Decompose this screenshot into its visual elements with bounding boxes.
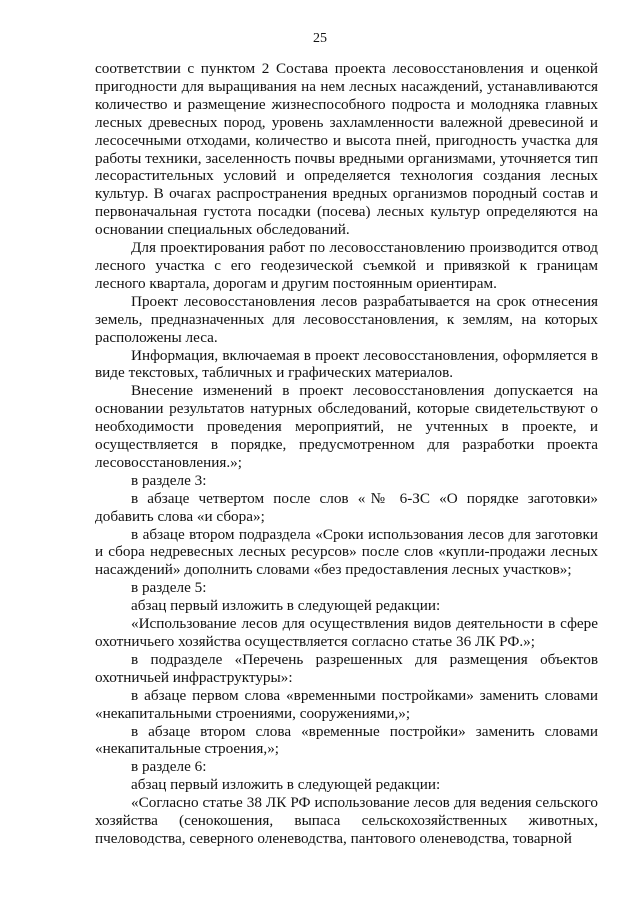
paragraph-section-5-heading: в разделе 5: [131,579,207,597]
paragraph-section-5-item-2: в абзаце первом слова «временными постройками» заменить словами «некапитальными строениями, сооружениями,»; [95,686,598,722]
paragraph-section-5-item-1: абзац первый изложить в следующей редакции: [131,597,441,615]
paragraph-land-allotment: Для проектирования работ по лесовосстановлению производится отвод лесного участка с его геодезической съемкой и привязкой к границам лесного квартала, дорогам и другим постоянным ориентирам. [95,239,598,292]
paragraph-project-changes: Внесение изменений в проект лесовосстановления допускается на основании результатов натурных обследований, которые свидетельствуют о необходимости проведения мероприятий, не учтенных в проекте, и осуществляется в порядке, предусмотренном для разработки проекта лесовосстановления.»; [95,382,598,471]
paragraph-section-3-item-2: в абзаце втором подраздела «Сроки использования лесов для заготовки и сбора недревесных лесных ресурсов» после слов «купли-продажи лесных насаждений» дополнить словами «без предоставления лесных участков»; [95,525,598,579]
paragraph-section-6-item-1: абзац первый изложить в следующей редакции: [131,776,441,794]
paragraph-section-5-item-3: в абзаце втором слова «временные постройки» заменить словами «некапитальные строения,»; [95,722,598,758]
paragraph-section-6-quote: «Согласно статье 38 ЛК РФ использование лесов для ведения сельского хозяйства (сенокошения, выпаса сельскохозяйственных животных, пчеловодства, северного оленеводства, пантового оленеводства, товарной [95,794,598,847]
paragraph-continuation: соответствии с пунктом 2 Состава проекта лесовосстановления и оценкой пригодности для выращивания на нем лесных насаждений, устанавливаются количество и размещение жизнеспособного подроста и молодняка главных лесных древесных пород, уровень захламленности валежной древесиной и лесосечными отходами, количество и высота пней, пригодность участка для работы техники, заселенность почвы вредными организмами, уточняется тип лесорастительных условий и определяется технология создания лесных культур. В очагах распространения вредных организмов породный состав и первоначальная густота посадки (посева) лесных культур определяются на основании специальных обследований. [95,60,598,239]
paragraph-project-term: Проект лесовосстановления лесов разрабатывается на срок отнесения земель, предназначенных для лесовосстановления, к землям, на которых расположены леса. [95,292,598,346]
paragraph-section-3-item-1: в абзаце четвертом после слов «№ 6-ЗС «О порядке заготовки» добавить слова «и сбора»; [95,489,598,525]
page-number: 25 [313,31,327,46]
paragraph-section-5-quote: «Использование лесов для осуществления видов деятельности в сфере охотничьего хозяйства осуществляется согласно статье 36 ЛК РФ.»; [95,615,598,650]
paragraph-section-3-heading: в разделе 3: [131,471,207,489]
paragraph-section-5-subsection: в подразделе «Перечень разрешенных для размещения объектов охотничьей инфраструктуры»: [95,650,598,686]
paragraph-section-6-heading: в разделе 6: [131,758,207,776]
paragraph-project-info: Информация, включаемая в проект лесовосстановления, оформляется в виде текстовых, табличных и графических материалов. [95,346,598,382]
document-body [95,60,598,848]
